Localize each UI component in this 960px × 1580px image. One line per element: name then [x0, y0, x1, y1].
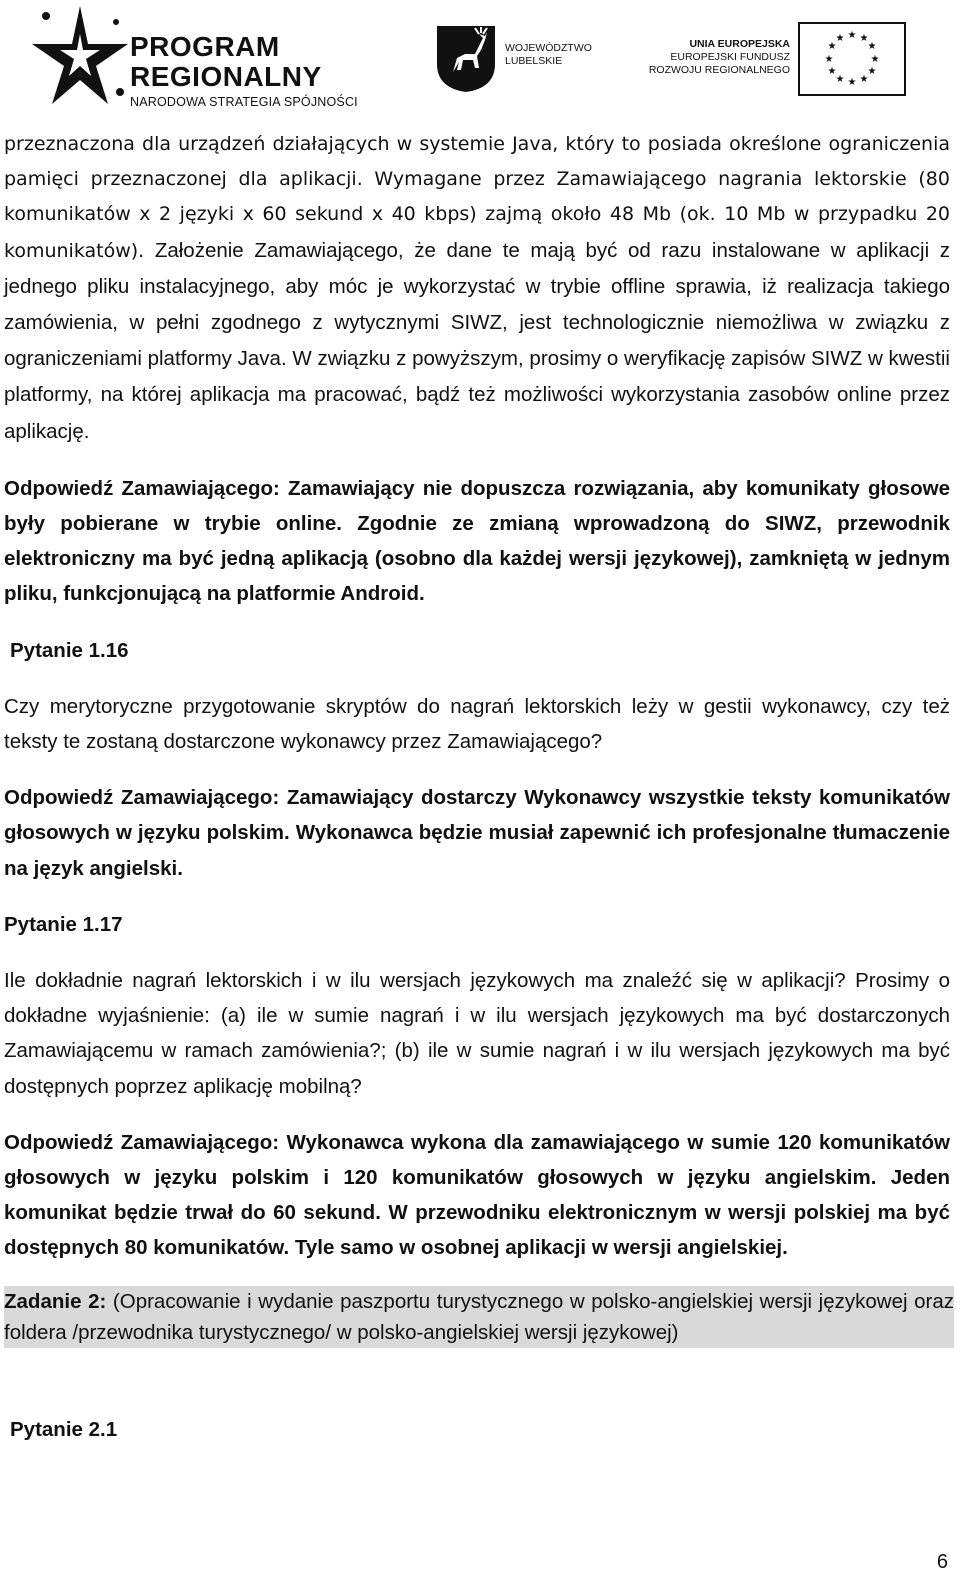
wojewodztwo-line: WOJEWÓDZTWO [505, 42, 592, 54]
svg-text:★: ★ [827, 41, 837, 52]
svg-text:★: ★ [859, 33, 869, 44]
svg-text:★: ★ [835, 74, 845, 85]
regionalny-line: REGIONALNY [130, 61, 322, 92]
answer-1-17: Odpowiedź Zamawiającego: Wykonawca wykona dla zamawiającego w sumie 120 komunikatów głosowych w języku polskim i 120 komunikatów głosowych w języku angielskim. Jeden komunikat będzie trwał do 60 sekund. W przewodniku elektronicznym w wersji polskiej ma być dostępnych 80 komunikatów. Tyle samo w osobnej aplikacji w wersji angielskiej. [4, 1130, 950, 1260]
svg-text:★: ★ [824, 54, 834, 65]
svg-text:★: ★ [847, 77, 857, 88]
program-regionalny-logo [30, 4, 390, 112]
lubelskie-line: LUBELSKIE [505, 55, 563, 67]
page-header [0, 0, 960, 115]
zadanie-2-label: Zadanie 2: [4, 1289, 107, 1313]
program-regionalny-star-icon [30, 4, 130, 112]
eu-stars-icon [800, 24, 904, 94]
ue-line-3: ROZWOJU REGIONALNEGO [648, 64, 790, 76]
svg-text:★: ★ [835, 33, 845, 44]
question-2-1-label: Pytanie 2.1 [10, 1417, 118, 1441]
paragraph-java-part1: przeznaczona dla urządzeń działających w systemie Java, który to posiada określone ograniczenia pamięci przeznaczonej dla aplikacji. Wymagane przez Zamawiającego nagrania lektorskie (80 komunikatów x 2 języki x 60 sekund x 40 kbps) zajmą około 48 Mb (ok. 10 Mb w przypadku 20 komunikatów). [4, 133, 950, 262]
svg-text:★: ★ [827, 66, 837, 77]
unia-europejska-logo [640, 22, 910, 100]
svg-text:★: ★ [870, 54, 880, 65]
nss-line: NARODOWA STRATEGIA SPÓJNOŚCI [130, 95, 358, 109]
program-regionalny-wordmark [130, 32, 358, 109]
svg-text:★: ★ [867, 41, 877, 52]
page-number: 6 [936, 1551, 948, 1573]
answer-online: Odpowiedź Zamawiającego: Zamawiający nie dopuszcza rozwiązania, aby komunikaty głosowe były pobierane w trybie online. Zgodnie ze zmianą wprowadzoną do SIWZ, przewodnik elektroniczny ma być jedną aplikacją (osobno dla każdej wersji językowej), zamkniętą w jednym pliku, funkcjonującą na platformie Android. [4, 476, 950, 606]
answer-1-16: Odpowiedź Zamawiającego: Zamawiający dostarczy Wykonawcy wszystkie teksty komunikatów głosowych w języku polskim. Wykonawca będzie musiał zapewnić ich profesjonalne tłumaczenie na język angielski. [4, 786, 950, 880]
paragraph-java-question [4, 127, 950, 450]
question-1-16-label: Pytanie 1.16 [10, 638, 129, 662]
svg-text:★: ★ [847, 30, 857, 41]
program-line: PROGRAM [130, 31, 280, 62]
ue-line-2: EUROPEJSKI FUNDUSZ [670, 51, 790, 63]
ue-line-1: UNIA EUROPEJSKA [689, 38, 790, 50]
zadanie-2-heading [4, 1286, 954, 1348]
document-body [4, 127, 955, 1447]
svg-text:★: ★ [859, 74, 869, 85]
ue-text [640, 38, 790, 77]
question-1-16-text: Czy merytoryczne przygotowanie skryptów do nagrań lektorskich leży w gestii wykonawcy, czy też teksty te zostaną dostarczone wykonawcy przez Zamawiającego? [4, 694, 950, 754]
question-1-17-label: Pytanie 1.17 [4, 912, 123, 936]
zadanie-2-text: (Opracowanie i wydanie paszportu turystycznego w polsko-angielskiej wersji językowej oraz foldera /przewodnika turystycznego/ w polsko-angielskiej wersji językowej) [4, 1289, 955, 1344]
eu-flag [798, 22, 906, 96]
wojewodztwo-lubelskie-logo [435, 24, 615, 94]
deer-coat-of-arms-icon [435, 24, 497, 94]
question-1-17-text: Ile dokładnie nagrań lektorskich i w ilu wersjach językowych ma znaleźć się w aplikacji? Prosimy o dokładne wyjaśnienie: (a) ile w sumie nagrań i w ilu wersjach językowych ma być dostarczonych Zamawiającemu w ramach zamówienia?; (b) ile w sumie nagrań i w ilu wersjach językowych ma być dostępnych poprzez aplikację mobilną? [4, 969, 950, 1098]
paragraph-java-part2: Założenie Zamawiającego, że dane te mają być od razu instalowane w aplikacji z jednego pliku instalacyjnego, aby móc je wykorzystać w trybie offline sprawia, iż realizacja takiego zamówienia, w pełni zgodnego z wytycznymi SIWZ, jest technologicznie niemożliwa w związku z ograniczeniami platformy Java. W związku z powyższym, prosimy o weryfikację zapisów SIWZ w kwestii platformy, na której aplikacja ma pracować, bądź też możliwości wykorzystania zasobów online przez aplikację. [4, 238, 950, 443]
wojewodztwo-text [505, 42, 592, 68]
svg-text:★: ★ [867, 66, 877, 77]
